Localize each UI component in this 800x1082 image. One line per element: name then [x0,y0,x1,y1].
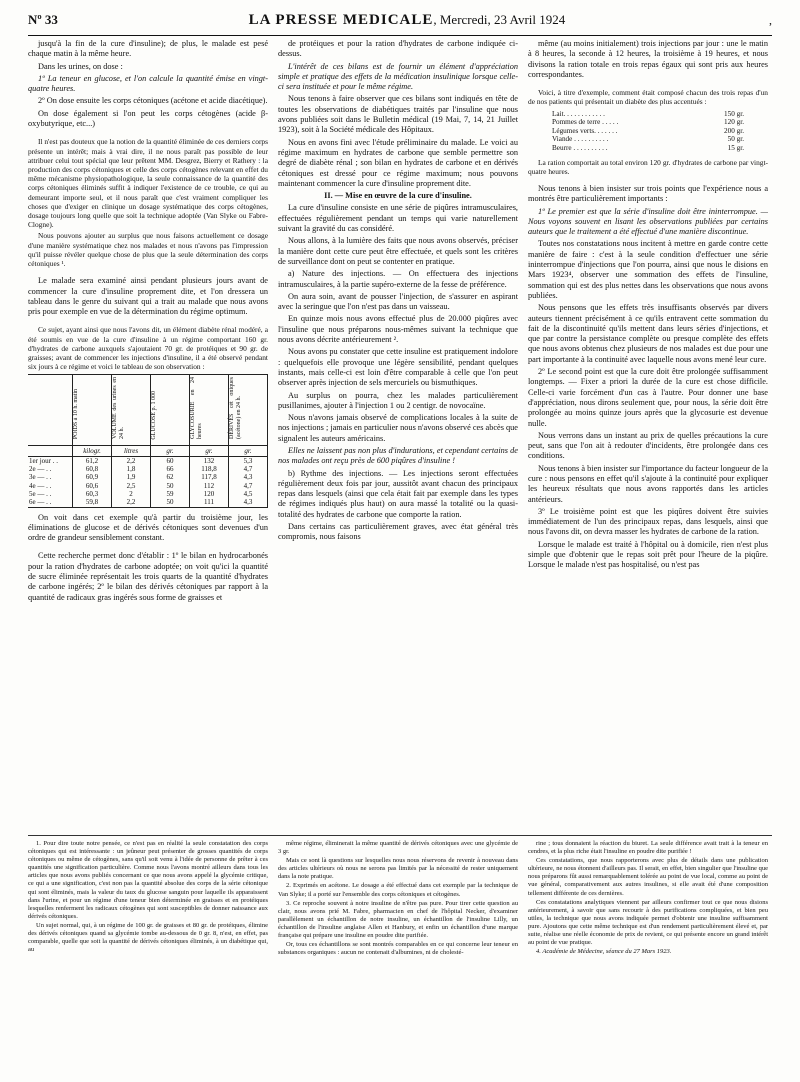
table-cell: Beurre . . . . . . . . . . [552,143,608,152]
paragraph-small: La ration comportait au total environ 120 gr. d'hydrates de carbone par vingt-quatre heures. [528,157,768,176]
table-cell: 3e — . . [28,473,73,481]
table-cell: 112 [190,482,229,490]
table-cell: 4e — . . [28,482,73,490]
paragraph: On dose également si l'on peut les corps cétogènes (acide β-oxybutyrique, etc...) [28,108,268,129]
table-cell: 4,3 [229,473,268,481]
table-cell: Lait. . . . . . . . . . . . [552,109,605,118]
table-row [28,456,268,465]
paragraph: Cette recherche permet donc d'établir : 1º le bilan en hydrocarbonés pour la ration d'hydrates de carbone adoptée; on voit qu'ici la quantité de sucre éliminée représentait les trois quarts de la quantité d'hydrates de carbone ingérés; 2º le bilan des dérivés cétoniques par rapport à la quantité de radicaux gras ingérés sous forme de graisses et [28,551,268,602]
paragraph: Au surplus on pourra, chez les malades particulièrement pusillanimes, ajouter à l'injection 1 ou 2 centigr. de novocaïne. [278,390,518,410]
table-cell: 59,8 [73,498,112,507]
table-cell: Légumes verts. . . . . . . [552,126,618,135]
section-heading: II. — Mise en œuvre de la cure d'insuline. [324,191,472,201]
footnote: 2. Exprimés en acétone. Le dosage a été effectué dans cet exemple par la technique de Van Slyke; il a porté sur l'ensemble des corps cétoniques et cétogènes. [278,882,518,898]
paragraph: b) Rythme des injections. — Les injections seront effectuées régulièrement deux fois par jour, aussitôt avant chacun des principaux repas dans lesquels (ainsi que cela était fait par exemple dans les types de régimes indiqués plus haut) on aura massé la totalité ou la quasi-totalité des hydrates de carbone que comporte la ration. [278,468,518,519]
table-cell: 60,6 [73,482,112,490]
footnote: même régime, éliminerait la même quantité de dérivés cétoniques avec une glycémie de 3 gr. [278,840,518,856]
table-cell: 50 [151,498,190,507]
table-cell: 1,9 [112,473,151,481]
table-row [28,465,268,473]
table-cell: 111 [190,498,229,507]
table-cell: 6e — . . [28,498,73,507]
table-row [28,473,268,481]
table-cell: 60,9 [73,473,112,481]
table-cell: 50 [151,482,190,490]
footnote-column-1 [28,840,268,1070]
paragraph-small: Ce sujet, ayant ainsi que nous l'avons dit, un élément diabète rénal modéré, a été soumis en vue de la cure d'insuline à un régime comportant 160 gr. d'hydrates de carbone auxquels s'ajoutaient 70 gr. de protéiques et 90 gr. de graisses; avant de commencer les injections d'insuline, il a été observé pendant six jours à ce régime et voici le tableau de son observation : [28,325,268,372]
table-cell: 59 [151,490,190,498]
footnote: Or, tous ces échantillons se sont montrés comparables en ce qui concerne leur teneur en substances organiques : aucun ne contenait d'albumines, ni de cholesté- [278,941,518,957]
paragraph: La cure d'insuline consiste en une série de piqûres intramusculaires, effectuées régulièrement pendant un temps qui varie naturellement suivant la gravité du cas considéré. [278,203,518,234]
table-cell: 15 gr. [727,143,744,152]
paragraph: Elles ne laissent pas non plus d'indurations, et cependant certains de nos malades ont reçu près de 600 piqûres d'insuline ! [278,445,518,466]
table-cell: gr. [229,445,268,456]
table-cell: 2 [112,490,151,498]
table-header-cell [28,375,73,445]
header-mark: , [769,13,772,27]
footnote: rine ; tous donnaient la réaction du biuret. La seule différence avait trait à la teneur en cendres, et la plus riche était l'insuline en poudre dite purifiée ! [528,840,768,856]
footnote: 3. Ce reproche souvent à notre insuline de n'être pas pure. Pour tirer cette question au clair, nous avons prié M. Fabre, pharmacien en chef de l'hôpital Necker, d'examiner parallèlement un échantillon de notre insuline, un échantillon de l'insuline Lilly, un échantillon de l'insuline anglaise Allen et Hanbury, et enfin un échantillon d'une marque française qui prépare une insuline en poudre dite purifiée. [278,899,518,940]
table-cell: 117,8 [190,473,229,481]
table-header-cell: POIDS à 10 h. matin [73,375,112,445]
table-header-cell: VOLUME des urines en 24 h. [112,375,151,445]
paragraph: Nous pensons que les effets très insuffisants observés par divers auteurs tiennent précisément à ce qu'ils entravent cette sommation du fait de la discontinuité qu'ils mettent dans leurs séries d'injections, et que par contre la persistance complète ou presque complète des effets que nous avons obtenus chez plusieurs de nos malades est due pour une part importante à la continuité avec laquelle nous avons mené leur cure. [528,303,768,364]
table-cell: 150 gr. [724,109,744,118]
column-2 [278,39,518,829]
paragraph-small: Nous pouvons ajouter au surplus que nous faisons actuellement ce dosage d'une manière systématique chez nos malades et nous n'avons pas l'impression qu'il puisse révéler quelque chose de plus que la seule détermination des corps cétoniques ¹. [28,231,268,269]
table-cell: 60,3 [73,490,112,498]
paragraph: 1º Le premier est que la série d'insuline doit être ininterrompue. — Nous voyons souvent en lisant les observations publiées par certains auteurs que le traitement a été effectué d'une manière discontinue. [528,206,768,237]
table-cell: gr. [151,445,190,456]
table-cell: 2,2 [112,456,151,465]
paragraph: On voit dans cet exemple qu'à partir du troisième jour, les éliminations de glucose et de dérivés cétoniques sont devenues d'un ordre de grandeur sensiblement constant. [28,512,268,543]
paragraph: Nous tenons à bien insister sur l'importance du facteur longueur de la cure : nous pensons en effet qu'il s'ajoute à la continuité pour expliquer les heureux résultats que nous avons rapportés dans les articles antérieurs. [528,463,768,504]
table-row [552,127,744,136]
table-cell: litres [112,445,151,456]
table-row [552,135,744,144]
table-row [28,490,268,498]
paragraph: Le malade sera examiné ainsi pendant plusieurs jours avant de commencer la cure d'insuline proprement dite, et l'on dressera un tableau dans le genre du suivant qui a trait au malade que nous avons pris pour exemple en vue de la détermination du régime optimum. [28,276,268,317]
table-cell: 61,2 [73,456,112,465]
column-3 [528,39,768,829]
paragraph: 2º Le second point est que la cure doit être prolongée suffisamment longtemps. — Fixer a priori la durée de la cure est chose difficile. Celle-ci varie forcément d'un cas à l'autre. Pour donner une base d'appréciation, nous dirons seulement que, pour nous, la série doit être prolongée au moins quinze jours après que la glycosurie est devenue nulle. [528,367,768,428]
paragraph: On aura soin, avant de pousser l'injection, de s'assurer en aspirant avec la seringue que l'on n'est pas dans un vaisseau. [278,291,518,312]
table-cell: 60,8 [73,465,112,473]
column-1 [28,39,268,829]
paragraph: Dans certains cas particulièrement graves, avec état général très compromis, nous faisons [278,522,518,542]
table-cell: 2e — . . [28,465,73,473]
issue-number: Nº 33 [28,12,58,27]
table-cell: 4,3 [229,498,268,507]
footnote: Ces constatations analytiques viennent par ailleurs confirmer tout ce que nous disions antérieurement, à savoir que sans recourir à des purifications compliquées, et bien peu utiles, la technique que nous avons indiquée permet d'obtenir une insuline suffisamment pure. Ajoutons que cette même technique est d'un rendement particulièrement élevé et, par suite, réalise une réelle économie de prix de revient, ce qui présente encore un grand intérêt au point de vue pratique. [528,898,768,947]
paragraph: 1º La teneur en glucose, et l'on calcule la quantité émise en vingt-quatre heures. [28,73,268,94]
paragraph: Lorsque le malade est traité à l'hôpital ou à domicile, rien n'est plus simple que d'obtenir que le repas soit prêt pour l'heure de la piqûre. Lorsque le malade n'est pas hospitalisé, ou n'est pas [528,539,768,570]
footnote-column-2 [278,840,518,1070]
paragraph: Nous tenons à faire observer que ces bilans sont indiqués en tête de toutes les observations de diabétiques traités par l'insuline que nous avons publiées soit dans le Bulletin médical (19 Mai, 7, 14, 21 Juillet 1923), soit à la Société médicale des Hôpitaux. [278,94,518,135]
table-cell: 5,3 [229,456,268,465]
paragraph: Nous tenons à bien insister sur trois points que l'expérience nous a montrés être particulièrement importants : [528,183,768,204]
paragraph-small: Voici, à titre d'exemple, comment était composé chacun des trois repas d'un de nos patients qui présentait un diabète des plus accentués : [528,88,768,107]
table-cell: gr. [190,445,229,456]
paragraph: Nous avons pu constater que cette insuline est pratiquement indolore : quelquefois elle provoque une légère sensibilité, pendant quelques instants, mais celle-ci est loin d'être comparable à celle que l'on peut observer après injection de sels mercuriels ou bismuthiques. [278,347,518,388]
footnote: Mais ce sont là questions sur lesquelles nous nous réservons de revenir à nouveau dans des articles ultérieurs où nous ne serons pas limités par la nécessité de rester uniquement dans la note pratique. [278,857,518,881]
footnote: Ces constatations, que nous rapporterons avec plus de détails dans une publication ultérieure, ne nous étonnent d'ailleurs pas. Il serait, en effet, bien singulier que l'insuline que nous préparons fût aussi remarquablement tolérée au point de vue local, comme au point de vue général, comparativement aux autres insulines, si elle avait été d'une composition tellement différente de ces dernières. [528,857,768,897]
paragraph-small: Il n'est pas douteux que la notion de la quantité éliminée de ces derniers corps présente un intérêt; mais à vrai dire, il ne nous paraît pas possible de leur attribuer celui tout spécial que leur prêtent MM. Desgrez, Bierry et Rathery : la production des corps cétoniques et celle des corps cétogènes relevant en effet du même mécanisme physiopathologique, la seule connaissance de la quantité des corps cétoniques éliminés suffit à indiquer l'existence de ce trouble, ce qui au demeurant importe seul, et il nous paraît que c'est vraiment compliquer les choses que d'exiger en clinique un dosage systématique des corps cétogènes, dosage toujours long quelle que soit la technique adoptée (Van Slyke ou Fabre-Clogne). [28,137,268,230]
paragraph: même (au moins initialement) trois injections par jour : une le matin à 8 heures, la seconde à 12 heures, la troisième à 19 heures, et nous divisons la ration totale en trois repas égaux qui sont pris aux heures correspondantes. [528,39,768,79]
table-header-cell: DÉRIVÉS cét oniques (acétone) en 24 h. [229,375,268,445]
table-row [552,118,744,127]
paragraph: jusqu'à la fin de la cure d'insuline); de plus, le malade est pesé chaque matin à la même heure. [28,39,268,59]
footnote: 4. Académie de Médecine, séance du 27 Mars 1923. [536,948,672,956]
table-cell: 1er jour . . [28,456,73,465]
journal-title: LA PRESSE MEDICALE [248,12,434,28]
table-cell: 50 gr. [727,135,744,144]
table-cell: 66 [151,465,190,473]
table-cell: 118,8 [190,465,229,473]
paragraph: Dans les urines, on dose : [38,61,123,71]
paragraph: 3º Le troisième point est que les piqûres doivent être suivies immédiatement de l'un des principaux repas, dans lesquels, ainsi que nous l'avons dit, on devra masser les hydrates de carbone de la ration. [528,506,768,537]
table-cell: kilogr. [73,445,112,456]
table-cell: 5e — . . [28,490,73,498]
table-cell: 2,5 [112,482,151,490]
table-cell: 120 gr. [724,118,744,127]
table-cell: Pommes de terre . . . . . [552,118,619,127]
paragraph: Nous n'avons jamais observé de complications locales à la suite de nos injections ; jamais en particulier nous n'avons observé ces abcès que signalent les auteurs américains. [278,413,518,443]
table-cell [28,445,73,456]
page-header [28,12,772,32]
table-cell: 2,2 [112,498,151,507]
table-row [28,482,268,490]
footnotes [28,840,772,1070]
article-columns [28,39,772,829]
footnote: 1. Pour dire toute notre pensée, ce n'est pas en réalité la seule constatation des corps cétoniques qui est intéressante : un jeûneur peut présenter de grosses quantités de corps cétoniques ou même de cétogènes, sans qu'il soit venu à l'idée de personne de prêter à ces quantités une signification particulière. Comme nous l'avons montré ailleurs dans tous les articles que nous avons publiés concernant ce que nous avons appelé la glycémie critique, ce qui a une signification, c'est non pas la quantité absolue des corps de la série cétonique qui sont éliminés, mais la valeur du taux du glucose sanguin pour laquelle ils apparaissent dans l'urine, et pour un régime d'une teneur bien déterminée en graisses et en protéiques lesquelles renferment les radicaux cétogènes qui sont susceptibles de donner naissance aux dérivés cétoniques. [28,840,268,920]
table-cell: 62 [151,473,190,481]
table-cell: 4,5 [229,490,268,498]
table-cell: 4,7 [229,465,268,473]
table-header-cell: GLYCOSURIE en 24 heures [190,375,229,445]
table-cell: 4,7 [229,482,268,490]
table-row [552,144,744,153]
table-row [28,498,268,507]
issue-date: , Mercredi, 23 Avril 1924 [433,12,566,27]
table-header-row [28,375,268,445]
table-header-cell: GLUCOSE p. 1 000 [151,375,190,445]
table-cell: 200 gr. [724,126,744,135]
table-cell: 1,8 [112,465,151,473]
table-cell: 60 [151,456,190,465]
table-cell: 120 [190,490,229,498]
table-units-row [28,445,268,456]
paragraph: 2º On dose ensuite les corps cétoniques (acétone et acide diacétique). [38,96,268,106]
table-cell: Viande . . . . . . . . . . [552,135,609,144]
paragraph: a) Nature des injections. — On effectuera des injections intramusculaires, à la partie supéro-externe de la fesse de préférence. [278,269,518,289]
paragraph: En quinze mois nous avons effectué plus de 20.000 piqûres avec l'insuline que nous préparons nous-mêmes suivant la technique que nous avons décrite antérieurement ². [278,314,518,345]
footnote: Un sujet normal, qui, à un régime de 100 gr. de graisses et 80 gr. de protéiques, élimine des dérivés cétoniques quand sa glycémie tombe au-dessous de 0 gr. 8, n'est, en effet, pas comparable, quelle que soit la quantité de dérivés cétoniques éliminés, à un diabétique qui, au [28,921,268,954]
observation-table [28,374,268,507]
table-row [552,110,744,119]
footnote-column-3 [528,840,768,1070]
masthead [249,12,566,29]
paragraph: Nous verrons dans un instant au prix de quelles précautions la cure peut, sans que l'on ait à redouter d'incidents, être prolongée dans ces conditions. [528,430,768,461]
table-cell: 132 [190,456,229,465]
header-rule [28,35,772,36]
paragraph: Toutes nos constatations nous incitent à mettre en garde contre cette manière de faire : c'est à la seule condition d'effectuer une série ininterrompue d'injections que l'on pourra, ainsi que nous le disions en Mars 1923⁴, observer une sommation des effets de l'insuline, sommation qui est des plus nettes dans les observations que nous avons publiées. [528,239,768,300]
paragraph: L'intérêt de ces bilans est de fournir un élément d'appréciation simple et pratique des effets de la médication insulinique lorsque celle-ci sera instituée et pour le même régime. [278,61,518,92]
footnote-rule [28,835,772,836]
paragraph: Nous allons, à la lumière des faits que nous avons observés, préciser la manière dont cette cure peut être effectuée, et quels sont les critères de surveillance dont on peut se contenter en pratique. [278,236,518,266]
paragraph: de protéiques et pour la ration d'hydrates de carbone indiquée ci-dessus. [278,39,518,59]
paragraph: Nous en avons fini avec l'étude préliminaire du malade. Le voici au régime maximum en hydrates de carbone que semble permettre son degré de diabète rénal ; son bilan en hydrates de carbone et en dérivés cétoniques est dressé pour ce régime maximum; nous pouvons maintenant commencer la cure d'insuline proprement dite. [278,137,518,188]
meal-composition-table [552,110,744,153]
